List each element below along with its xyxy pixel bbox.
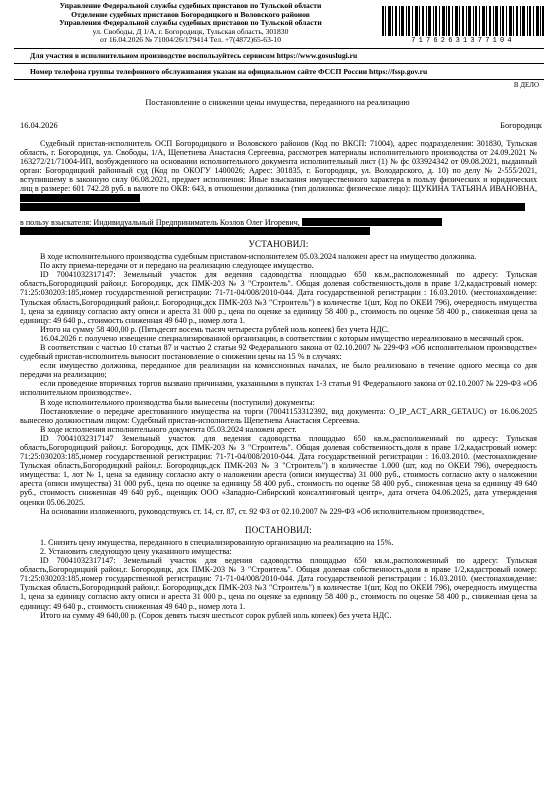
letterhead-address: ул. Свободы, Д 1/А, г. Богородицк, Тульская область, 301830 xyxy=(92,26,289,36)
gosuslugi-notice: Для участия в исполнительном производстве воспользуйтесь сервисом https://www.gosuslugi.ru xyxy=(30,51,358,60)
file-mark: В ДЕЛО xyxy=(513,81,539,89)
resolution-item: 1. Снизить цену имущества, переданного в специализированную организацию на реализацию на 15%. xyxy=(40,537,394,547)
property-description: ID 70041032317147: Земельный участок для ведения садоводства площадью 650 кв.м.,расположенный по адресу: Тульская область,Богородицкий район,г. Богородицк, дск ПМК-203 № 3 "Строитель". Общая долевая собственность,доля в праве 1/2,кадастровый номер: 71:25:030203:185,номер государственной регистрации: 71-71-04/008/2010-044. Дата государственной регистрации : 16.03.2010. (местонахождение: Тульская область,Богородицкий район,г. Богородицк,дск ПМК-203 №3 "Строитель") в количестве 1(шт, Код по ОКЕИ 796), очередность имущества 1, цена за единицу согласно акту описи и ареста 31 000 р., цена по оценке за единицу 58 400 р., стоимость по оценке 58 400 р., сниженная цена за единицу: 49 640 р., стоимость сниженная 49 640 р., номер лота 1. xyxy=(20,270,537,325)
paragraph: если проведение вторичных торгов вызвано причинами, указанными в пунктах 1-3 статьи 91 Федерального закона от 02.10.2007 № 229-ФЗ «Об исполнительном производстве». xyxy=(20,379,537,398)
total-amount: Итого на сумму 58 400,00 р. (Пятьдесят восемь тысяч четыреста рублей ноль копеек) без учета НДС. xyxy=(40,324,390,334)
claimant-paragraph: в пользу взыскателя: Индивидуальный Предприниматель Козлов Олег Игоревич, xyxy=(20,218,537,227)
redacted-line xyxy=(20,227,537,236)
letterhead-line-3: Управления Федеральной службы судебных приставов по Тульской области xyxy=(59,18,322,28)
paragraph: В ходе исполнительного производства судебным приставом-исполнителем 05.03.2024 наложен арест на имущество должника. xyxy=(40,252,477,262)
paragraph: В ходе исполнения исполнительного документа 05.03.2024 наложен арест. xyxy=(40,424,297,434)
paragraph: В соответствии с частью 10 статьи 87 и частью 2 статьи 92 Федерального закона от 02.10.2007 № 229-ФЗ «Об исполнительном производстве» судебный пристав-исполнитель выносит постановление о снижении цены на 15 % в случаях: xyxy=(20,342,537,362)
paragraph: если имущество должника, переданное для реализации на комиссионных началах, не было реализовано в течение одного месяца со дня передачи на реализацию; xyxy=(20,361,537,380)
letterhead xyxy=(0,2,381,45)
divider xyxy=(14,48,544,49)
letterhead-date-number: от 16.04.2026 № 71004/26/179414 Тел. +7(4872)65-63-10 xyxy=(99,35,282,45)
document-body xyxy=(20,139,537,620)
barcode-icon xyxy=(382,6,544,36)
paragraph: 16.04.2026 г. получено извещение специализированной организации, в соответствии с которым имущество нереализовано в месячный срок. xyxy=(40,333,524,343)
redaction-bar xyxy=(20,203,525,211)
letterhead-line-2: Отделение судебных приставов Богородицкого и Воловского районов xyxy=(71,9,310,19)
divider xyxy=(14,63,544,64)
barcode-number: 71762631377104 xyxy=(411,37,515,45)
paragraph: На основании изложенного, руководствуясь ст. 14, ст. 87, ст. 92 ФЗ от 02.10.2007 № 229-ФЗ «Об исполнительном производстве», xyxy=(40,506,485,516)
section-heading-resolved: ПОСТАНОВИЛ: xyxy=(245,524,312,535)
redaction-bar xyxy=(20,194,140,202)
divider xyxy=(14,79,544,80)
paragraph: В ходе исполнительного производства были вынесены (поступили) документы: xyxy=(40,397,315,407)
document-city: Богородицк xyxy=(500,121,542,130)
redaction-bar xyxy=(20,227,370,235)
hotline-notice: Номер телефона группы телефонного обслуживания указан на официальном сайте ФССП России https://fssp.gov.ru xyxy=(30,67,428,76)
property-description: ID 70041032317147: Земельный участок для ведения садоводства площадью 650 кв.м.,расположенный по адресу: Тульская область,Богородицкий район,г. Богородицк, дск ПМК-203 № 3 "Строитель". Общая долевая собственность,доля в праве 1/2,кадастровый номер: 71:25:030203:185,номер государственной регистрации: 71-71-04/008/2010-044. Дата государственной регистрации : 16.03.2010. (местонахождение: Тульская область,Богородицкий район,г. Богородицк,дск ПМК-203 №3 "Строитель") в количестве 1(шт, Код по ОКЕИ 796), очередность имущества 1, цена за единицу согласно акту описи и ареста 31 000 р., цена по оценке за единицу 58 400 р., стоимость по оценке 58 400 р., сниженная цена за единицу: 49 640 р., стоимость сниженная 49 640 р., номер лота 1. xyxy=(20,556,537,611)
document-date: 16.04.2026 xyxy=(20,121,58,130)
section-heading-established: УСТАНОВИЛ: xyxy=(248,238,309,249)
property-description: ID 70041032317147 Земельный участок для ведения садоводства площадью 650 кв.м.,расположенный по адресу: Тульская область,Богородицкий район,г. Богородицк, дск ПМК-203 № 3 "Строитель". Общая долевая собственность,доля в праве 1/2,кадастровый номер: 71:25:030203:185,номер государственной регистрации: 71-71-04/008/2010-044. Дата государственной регистрации : 16.03.2010. (местонахождение Тульская область,Богородицкий район,г. Богородицк,дск ПМК-203 № 3 "Строитель") в количестве 1.000 (шт, код по ОКЕИ 796), очередность имущества: 1, лот № 1, цена за единицу согласно акту о наложении ареста (описи имущества) 31 000 руб., стоимость согласно акту о наложении ареста (описи имущества) 31 000 руб., цена по оценке за единицу 58 400 руб., стоимость по оценке 58 400 руб., сниженная цена за единицу 49 640 руб., стоимость сниженная 49 640 руб., оценщик ООО «Западно-Сибирский консалтинговый центр», дата отчета 04.06.2025, дата утверждения оценки 05.06.2025. xyxy=(20,433,537,507)
intro-paragraph: Судебный пристав-исполнитель ОСП Богородицкого и Воловского районов (Код по ВКСП: 71004), адрес подразделения: 301830, Тульская область, г. Богородицк, ул. Свободы, 1/А, Щепетнева Анастасия Сергеевна, рассмотрев материалы исполнительного производства от 24.09.2021 № 163272/21/71004-ИП, возбужденного на основании исполнительного документа исполнительный лист (1) № фс 033924342 от 09.08.2021, выданный орган: Богородицкий районный суд (Код по ОКОГУ 1400026; Адрес: 301835, г. Богородицк, ул. Володарского, д. 10) по делу № 2-555/2021, вступившему в законную силу 06.08.2021, предмет исполнения: Иные взыскания имущественного характера в пользу физических и юридических лиц в размере: 601 742.28 руб. в валюте по ОКВ: 643, в отношении должника (тип должника: физическое лицо): ЩУКИНА ТАТЬЯНА ИВАНОВНА, xyxy=(20,139,537,203)
paragraph: Постановление о передаче арестованного имущества на торги (70041153312392, вид документа: O_IP_ACT_ARR_GETAUC) от 16.06.2025 вынесено должностным лицом: Судебный пристав-исполнитель Щепетнева Анастасия Сергеевна. xyxy=(20,406,537,425)
paragraph: По акту приема-передачи от и передано на реализацию следующее имущество. xyxy=(40,261,314,271)
letterhead-line-1: Управление Федеральной службы судебных приставов по Тульской области xyxy=(59,1,322,10)
resolution-item: 2. Установить следующую цену указанного имущества: xyxy=(40,546,232,556)
redaction-bar xyxy=(302,218,442,226)
document-title: Постановление о снижении цены имущества, переданного на реализацию xyxy=(145,98,410,107)
redacted-line xyxy=(20,203,537,212)
total-amount: Итого на сумму 49 640,00 р. (Сорок девять тысяч шестьсот сорок рублей ноль копеек) без учета НДС. xyxy=(40,610,392,620)
